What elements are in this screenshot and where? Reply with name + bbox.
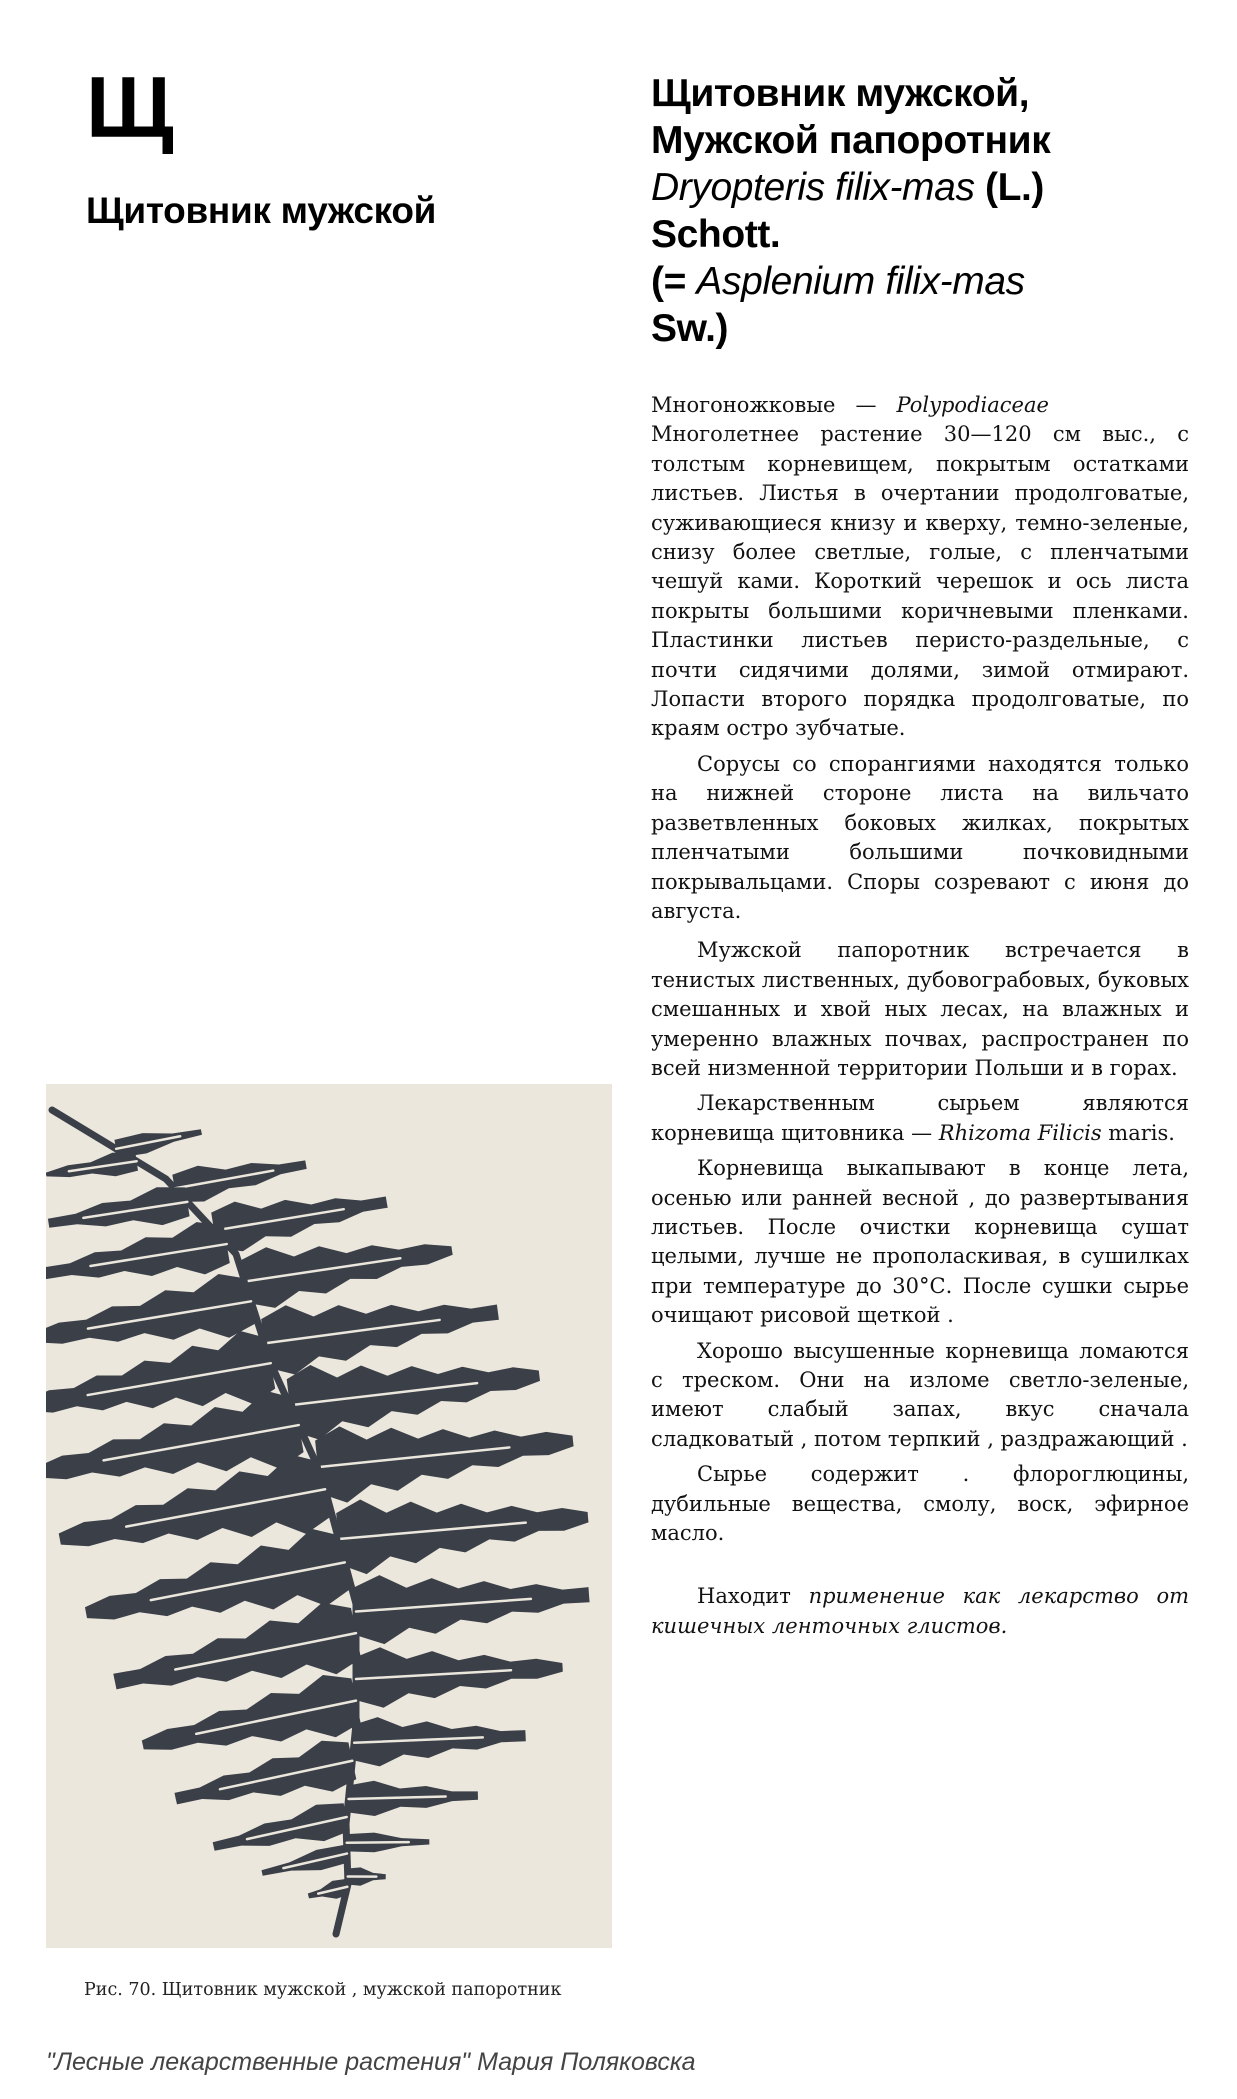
paragraph-description: Многолетнее растение 30—120 см выс., с толстым корневищем, покрытым остатками листьев. Листья в очертании продолговатые, суживающиеся книзу и кверху, темно-зеленые, снизу более светлые, голые, с пленчатыми чешуй ками. Короткий черешок и ось листа покрыты большими коричневыми пленками. Пластинки листьев перисто-раздельные, с почти сидячими долями, зимой отмирают. Лопасти второго порядка продолговатые, по краям остро зубчатые. [651, 422, 1189, 741]
fern-pinna-2 [172, 1160, 306, 1202]
source-footer [46, 2048, 696, 2077]
fern-pinna-4 [211, 1197, 388, 1252]
family-dash: — [855, 393, 877, 417]
left-heading: Щитовник мужской [86, 190, 437, 231]
synonym-line [651, 258, 1211, 305]
use-text: Находит [697, 1584, 809, 1609]
fern-pinna-5 [46, 1222, 230, 1279]
fern-pinna-21 [175, 1741, 357, 1805]
source-title: "Лесные лекарственные растения" [46, 2048, 471, 2076]
fern-pinna-23 [213, 1803, 350, 1851]
paragraph-harvest: Корневища выкапывают в конце лета, осенью или ранней весной , до развертывания листьев. После очистки корневища сушат целыми, лучше не прополаскивая, в сушилках при температуре до 30°С. После сушки сырье очищают рисовой щеткой . [651, 1156, 1189, 1328]
fern-frond-image [46, 1084, 612, 1948]
section-letter: Щ [86, 60, 174, 156]
article-body [651, 391, 1189, 1641]
plant-title [651, 70, 1211, 352]
fern-pinna-vein-24 [347, 1842, 409, 1843]
paragraph-sori: Сорусы со спорангиями находятся только на нижней стороне листа на вильчато разветвленных боковых жилках, покрытых пленчатыми большими почковидными покрывальцами. Споры созревают с июня до августа. [651, 751, 1189, 923]
fern-illustration [46, 1084, 612, 1948]
latin-author: (L.) [974, 166, 1045, 209]
title-line-2: Мужской папоротник [651, 119, 1051, 162]
raw-material-text: Лекарственным сырьем являются корневища щитовника — [651, 1091, 1189, 1145]
family-russian: Многоножковые [651, 393, 836, 417]
paragraph-dried: Хорошо высушенные корневища ломаются с треском. Они на изломе светло-зеленые, имеют слабый запах, вкус сначала сладковатый , потом терпкий , раздражающий . [651, 1338, 1189, 1451]
fern-pinna-9 [46, 1331, 275, 1413]
fern-pinna-25 [262, 1845, 350, 1876]
synonym-open: (= [651, 260, 697, 303]
title-line-6: Sw.) [651, 307, 729, 350]
paragraph-use [651, 1582, 1189, 1641]
family-latin: Polypodiaceae [896, 393, 1049, 417]
paragraph-habitat: Мужской папоротник встречается в тенистых лиственных, дубовограбовых, буковых смешанных и хвой ных лесах, на влажных и умеренно влажных почвах, распространен по всей низменной территории Польши и в горах. [651, 938, 1189, 1080]
figure-caption: Рис. 70. Щитовник мужской , мужской папоротник [84, 1980, 562, 2000]
raw-material-latin: Rhizoma Filicis [938, 1120, 1102, 1145]
synonym-name: Asplenium filix-mas [696, 260, 1025, 303]
fern-pinna-19 [142, 1675, 361, 1750]
latin-name: Dryopteris filix-mas [651, 166, 975, 209]
source-author: Мария Поляковска [470, 2048, 696, 2076]
paragraph-contents: Сырье содержит . флороглюцины, дубильные вещества, смолу, воск, эфирное масло. [651, 1462, 1189, 1546]
title-line-1: Щитовник мужской, [651, 72, 1030, 115]
fern-pinna-7 [46, 1274, 255, 1344]
use-italic: применение как лекарство от кишечных ленточных глистов. [651, 1584, 1189, 1638]
raw-material-end: maris. [1101, 1120, 1175, 1145]
fern-pinna-3 [48, 1187, 190, 1228]
fern-pinna-15 [85, 1529, 350, 1620]
title-line-4: Schott. [651, 213, 781, 256]
family-line [651, 391, 1189, 420]
title-latin-line [651, 164, 1211, 211]
fern-pinna-1 [46, 1152, 138, 1177]
paragraph-raw-material [651, 1089, 1189, 1148]
